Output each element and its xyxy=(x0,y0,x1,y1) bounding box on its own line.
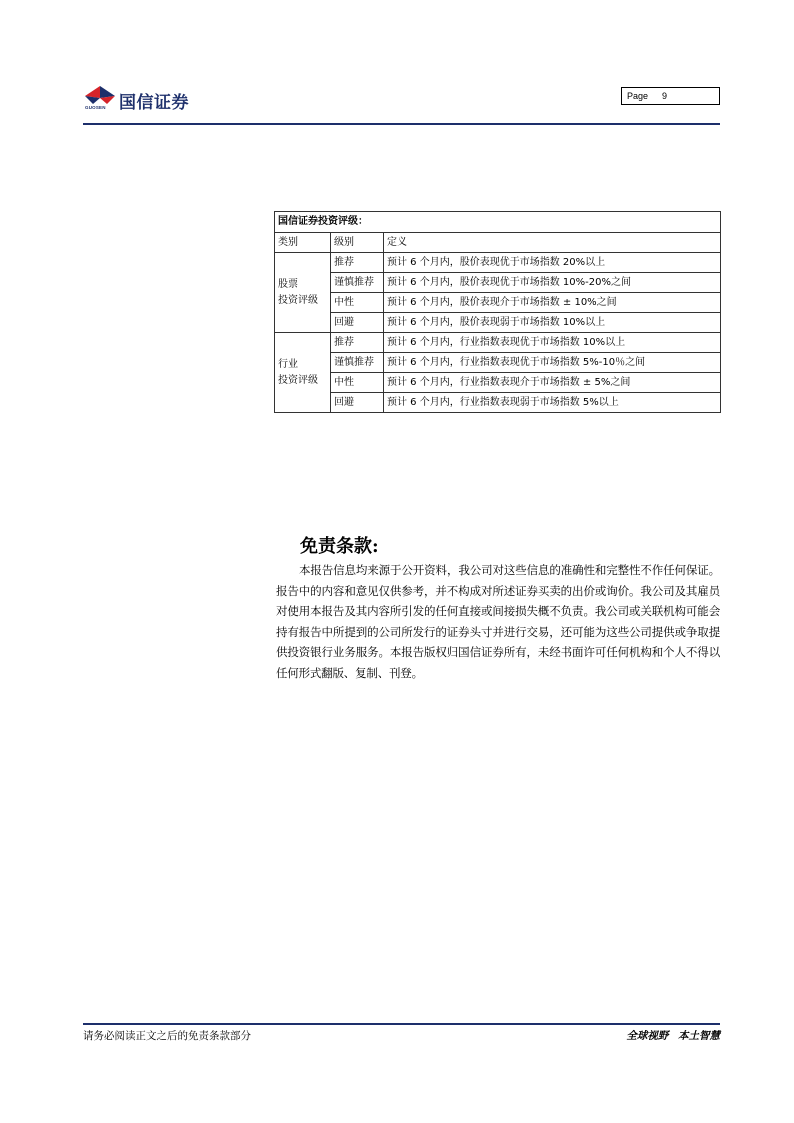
table-row xyxy=(275,313,721,333)
category-label: 投资评级 xyxy=(278,294,318,306)
definition-cell: 预计 6 个月内，股价表现弱于市场指数 10%以上 xyxy=(384,313,721,333)
level-cell: 谨慎推荐 xyxy=(331,353,384,373)
header-divider xyxy=(83,123,720,125)
footer-divider xyxy=(83,1023,720,1025)
header-level: 级别 xyxy=(331,233,384,253)
disclaimer-body: 本报告信息均来源于公开资料，我公司对这些信息的准确性和完整性不作任何保证。报告中的内容和意见仅供参考，并不构成对所述证券买卖的出价或询价。我公司及其雇员对使用本报告及其内容所引发的任何直接或间接损失概不负责。我公司或关联机构可能会持有报告中所提到的公司所发行的证券头寸并进行交易，还可能为这些公司提供或争取提供投资银行业务服务。本报告版权归国信证券所有，未经书面许可任何机构和个人不得以任何形式翻版、复制、刊登。 xyxy=(276,563,720,680)
definition-cell: 预计 6 个月内，行业指数表现弱于市场指数 5%以上 xyxy=(384,393,721,413)
definition-cell: 预计 6 个月内，股价表现优于市场指数 10%-20%之间 xyxy=(384,273,721,293)
definition-cell: 预计 6 个月内，行业指数表现优于市场指数 5%-10％之间 xyxy=(384,353,721,373)
level-cell: 回避 xyxy=(331,313,384,333)
definition-cell: 预计 6 个月内，股价表现优于市场指数 20%以上 xyxy=(384,253,721,273)
level-cell: 谨慎推荐 xyxy=(331,273,384,293)
table-row xyxy=(275,333,721,353)
definition-cell: 预计 6 个月内，行业指数表现优于市场指数 10%以上 xyxy=(384,333,721,353)
category-label: 行业 xyxy=(278,358,298,370)
logo-chinese-text: 国信证券 xyxy=(119,93,189,113)
investment-rating-table xyxy=(274,211,721,413)
level-cell: 中性 xyxy=(331,373,384,393)
guosen-logo xyxy=(83,84,223,114)
page-label: Page xyxy=(627,91,649,101)
level-cell: 推荐 xyxy=(331,253,384,273)
table-row xyxy=(275,293,721,313)
definition-cell: 预计 6 个月内，行业指数表现介于市场指数 ± 5%之间 xyxy=(384,373,721,393)
table-row xyxy=(275,393,721,413)
level-cell: 中性 xyxy=(331,293,384,313)
table-row xyxy=(275,353,721,373)
page-number: 9 xyxy=(662,91,668,101)
stock-category-cell xyxy=(275,253,331,333)
category-label: 投资评级 xyxy=(278,374,318,386)
table-row xyxy=(275,253,721,273)
disclaimer-title: 免责条款: xyxy=(300,536,379,557)
footer-notice: 请务必阅读正文之后的免责条款部分 xyxy=(83,1030,251,1042)
table-row xyxy=(275,273,721,293)
footer-slogan: 全球视野 本土智慧 xyxy=(626,1030,720,1042)
header-category: 类别 xyxy=(275,233,331,253)
table-title: 国信证券投资评级： xyxy=(275,212,721,233)
level-cell: 回避 xyxy=(331,393,384,413)
industry-category-cell xyxy=(275,333,331,413)
table-row xyxy=(275,373,721,393)
level-cell: 推荐 xyxy=(331,333,384,353)
logo-english-text: GUOSEN xyxy=(85,105,106,110)
definition-cell: 预计 6 个月内，股价表现介于市场指数 ± 10%之间 xyxy=(384,293,721,313)
header-definition: 定义 xyxy=(384,233,721,253)
page-number-box xyxy=(621,87,720,105)
category-label: 股票 xyxy=(278,278,298,290)
